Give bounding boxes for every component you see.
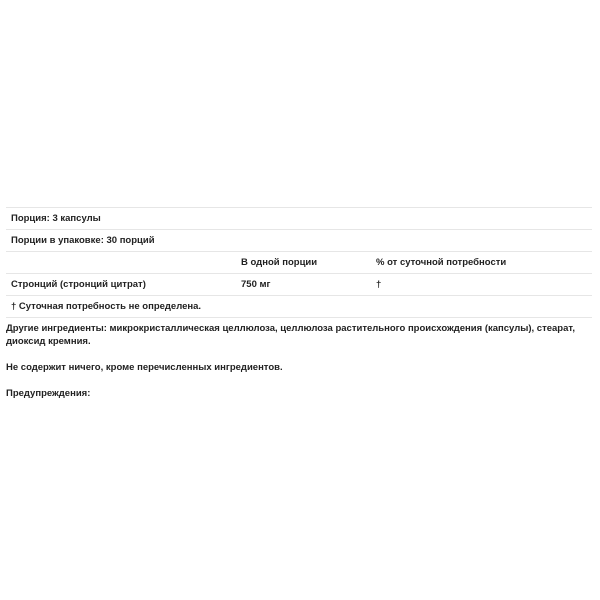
free-of-text: Не содержит ничего, кроме перечисленных ингредиентов. [6,362,283,373]
daily-value-header: % от суточной потребности [376,257,507,268]
footnote-text: † Суточная потребность не определена. [11,301,202,312]
nutrient-amount: 750 мг [241,279,271,290]
servings-per-container-text: Порции в упаковке: 30 порций [11,235,155,246]
warnings-label: Предупреждения: [6,388,91,399]
footnote-row [6,295,592,318]
per-serving-header: В одной порции [241,257,318,268]
ingredients-section [6,322,581,413]
table-row [6,273,592,295]
serving-size-row [6,207,592,229]
other-ingredients-text: Другие ингредиенты: микрокристаллическая целлюлоза, целлюлоза растительного происхождения (капсулы), стеарат, диоксид кремния. [6,323,575,347]
nutrient-name: Стронций (стронций цитрат) [11,279,146,290]
serving-size-text: Порция: 3 капсулы [11,213,101,224]
servings-per-container-row [6,229,592,251]
nutrient-daily-value: † [376,279,382,290]
table-header-row [6,251,592,273]
supplement-facts-table [6,207,592,318]
